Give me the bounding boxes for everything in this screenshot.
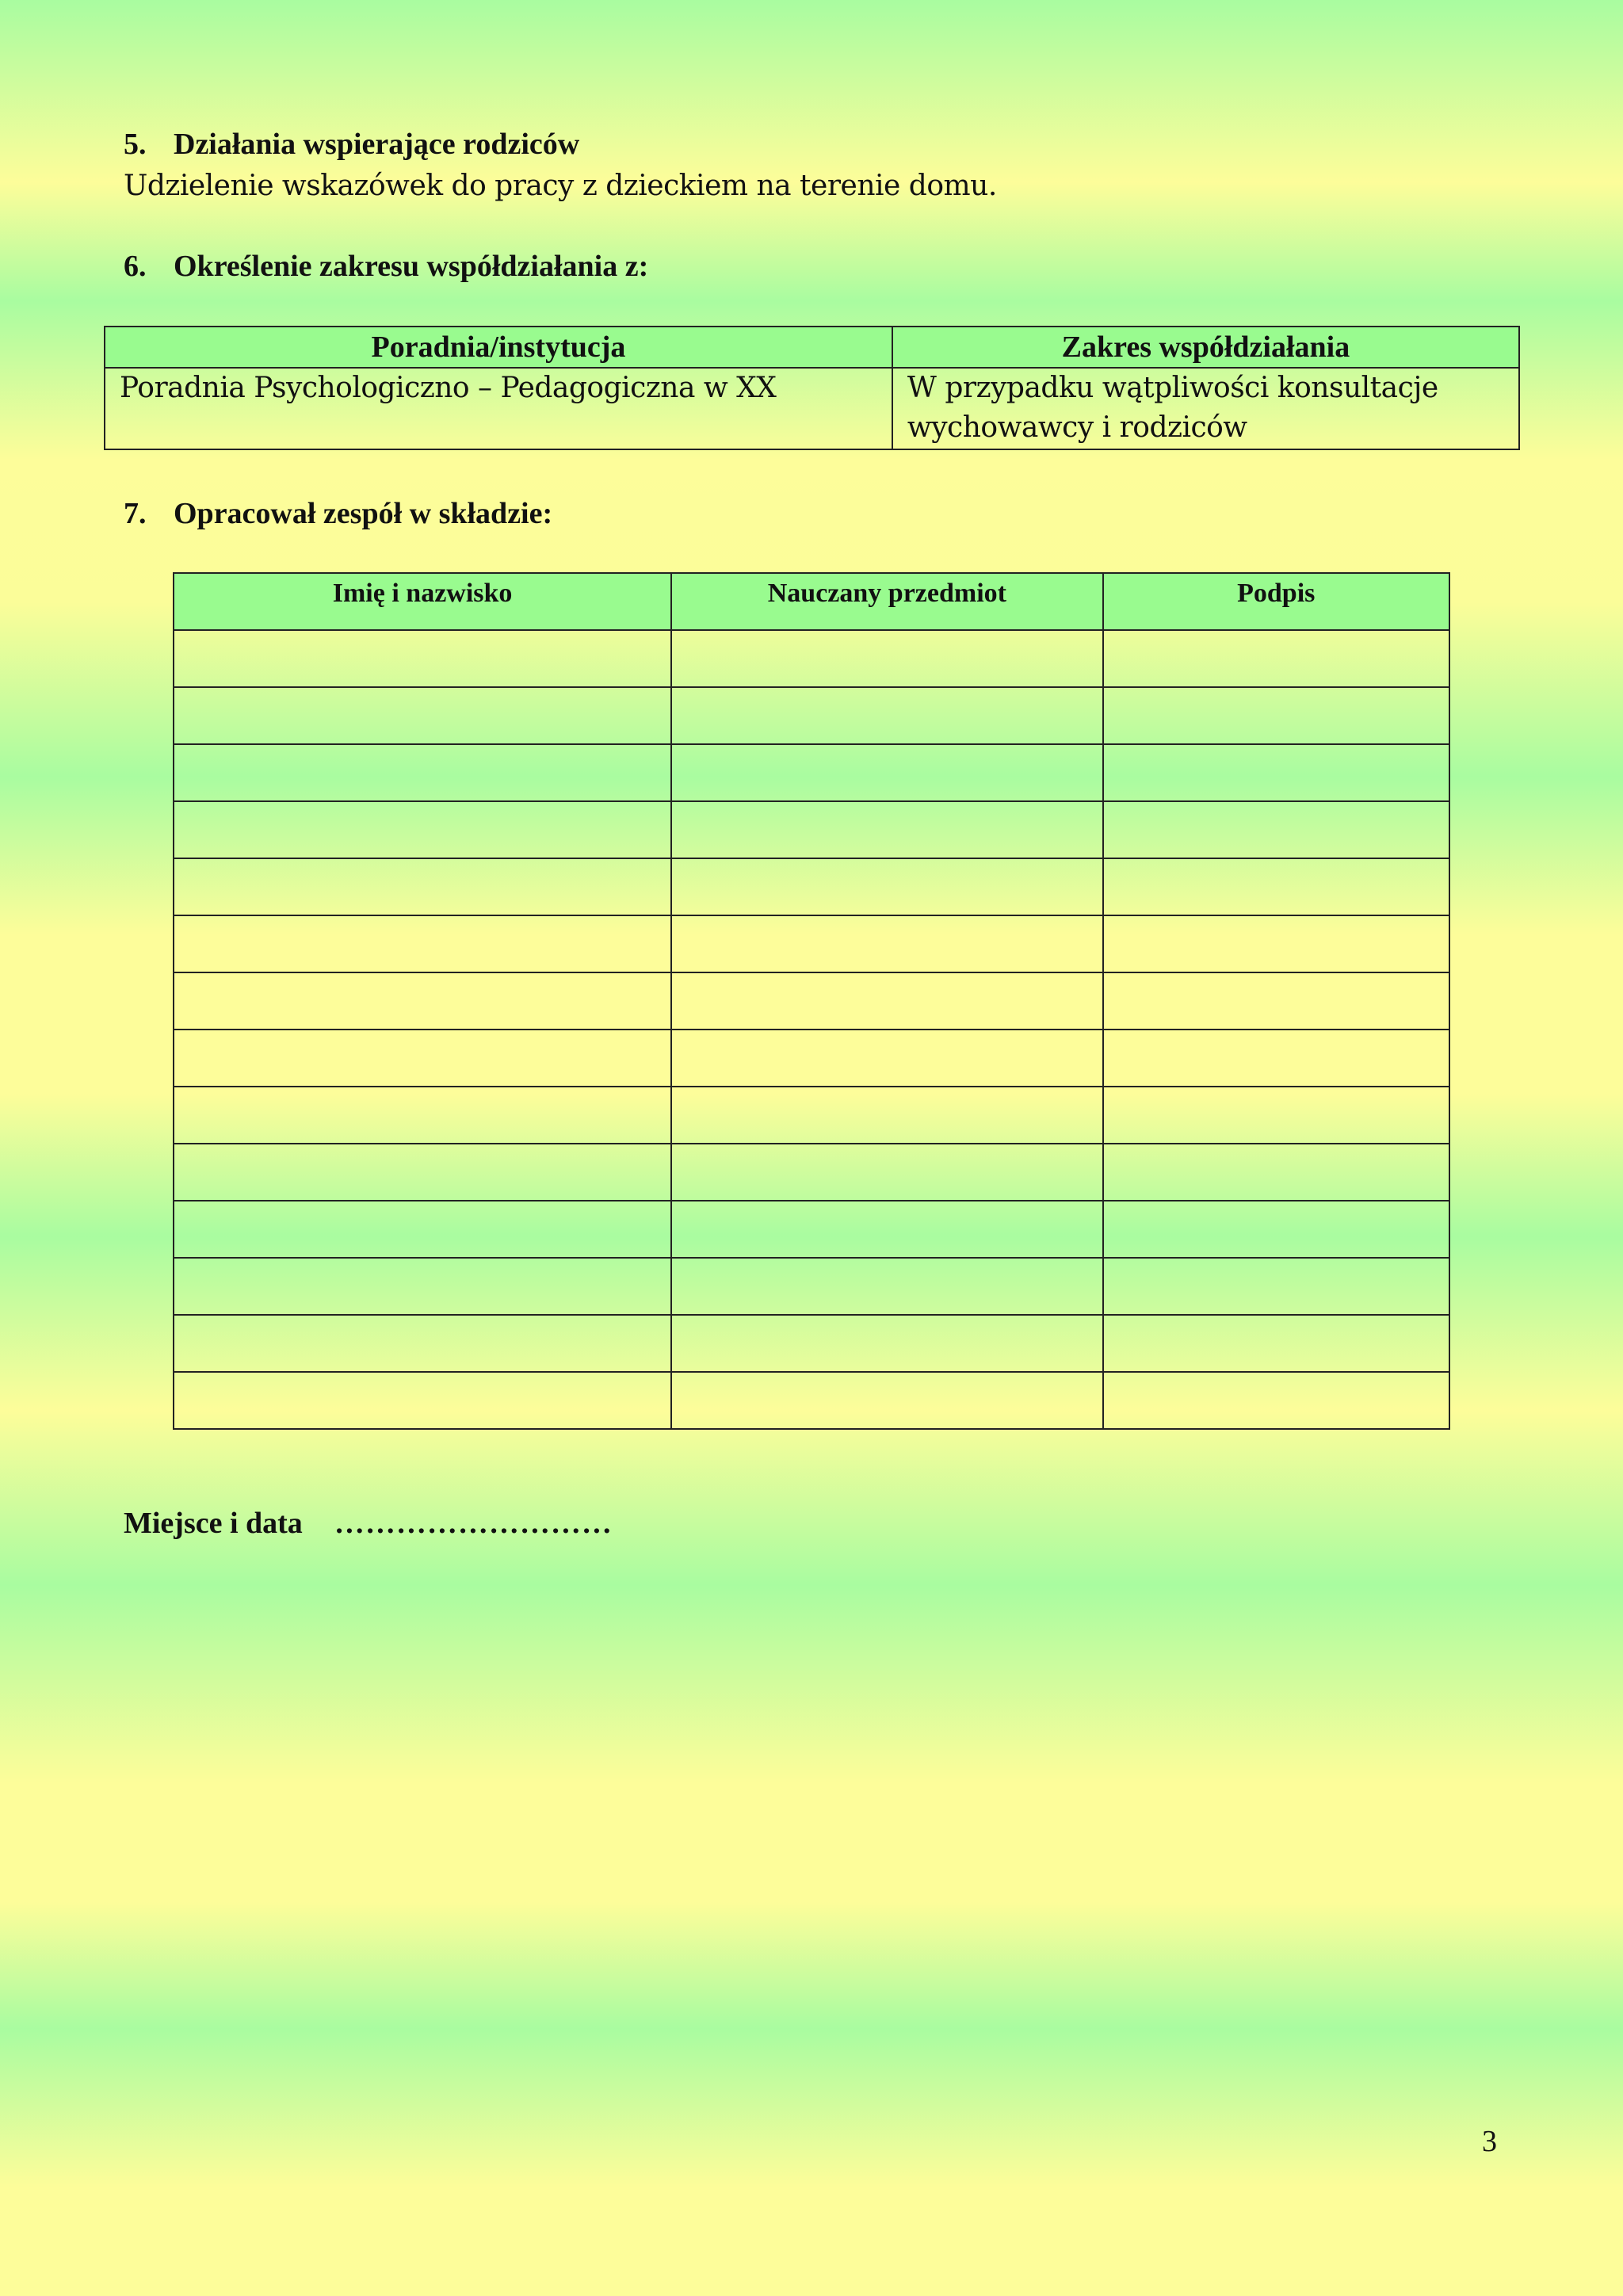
name-cell[interactable] [174,687,671,744]
table-row [174,1201,1449,1258]
signature-cell[interactable] [1103,630,1449,687]
table-row [105,368,1519,449]
column-header-institution: Poradnia/instytucja [105,327,892,368]
table-row [174,915,1449,972]
subject-cell[interactable] [671,915,1102,972]
section-5-heading [124,126,579,162]
section-5-text: Udzielenie wskazówek do pracy z dzieckiem na terenie domu. [124,170,997,202]
table-row [174,858,1449,915]
subject-cell[interactable] [671,972,1102,1030]
institution-cell: Poradnia Psychologiczno – Pedagogiczna w XX [105,368,892,449]
table-row [174,1372,1449,1429]
section-5-title: Działania wspierające rodziców [174,128,580,161]
section-7-heading [124,495,552,532]
signature-cell[interactable] [1103,1144,1449,1201]
signature-cell[interactable] [1103,972,1449,1030]
section-5-number: 5. [124,128,147,161]
table-row [174,1315,1449,1372]
signature-cell[interactable] [1103,801,1449,858]
scope-line: W przypadku wątpliwości konsultacje [907,372,1438,404]
name-cell[interactable] [174,972,671,1030]
table-row [174,801,1449,858]
place-and-date [124,1506,613,1541]
section-6-heading [124,248,648,285]
name-cell[interactable] [174,1201,671,1258]
table-header-row [105,327,1519,368]
table-row [174,744,1449,801]
subject-cell[interactable] [671,858,1102,915]
column-header-subject: Nauczany przedmiot [671,573,1102,630]
section-6-number: 6. [124,250,147,283]
name-cell[interactable] [174,858,671,915]
signature-cell[interactable] [1103,1315,1449,1372]
section-6-title: Określenie zakresu współdziałania z: [174,250,649,283]
table-row [174,1258,1449,1315]
name-cell[interactable] [174,915,671,972]
table-header-row [174,573,1449,630]
scope-line: wychowawcy i rodziców [907,411,1247,444]
name-cell[interactable] [174,1030,671,1087]
subject-cell[interactable] [671,1372,1102,1429]
signature-cell[interactable] [1103,1372,1449,1429]
subject-cell[interactable] [671,1030,1102,1087]
subject-cell[interactable] [671,1087,1102,1144]
column-header-scope: Zakres współdziałania [892,327,1519,368]
table-row [174,1030,1449,1087]
name-cell[interactable] [174,1372,671,1429]
signature-cell[interactable] [1103,915,1449,972]
team-table-body [174,630,1449,1429]
place-date-blank: ……………………… [334,1507,613,1540]
signature-cell[interactable] [1103,1087,1449,1144]
page-number: 3 [1482,2125,1497,2158]
signature-cell[interactable] [1103,1201,1449,1258]
signature-cell[interactable] [1103,858,1449,915]
section-7-number: 7. [124,497,147,530]
table-row [174,972,1449,1030]
signature-cell[interactable] [1103,687,1449,744]
cooperation-table [104,326,1520,450]
section-7-title: Opracował zespół w składzie: [174,497,553,530]
name-cell[interactable] [174,801,671,858]
name-cell[interactable] [174,1315,671,1372]
subject-cell[interactable] [671,687,1102,744]
name-cell[interactable] [174,1258,671,1315]
signature-cell[interactable] [1103,744,1449,801]
name-cell[interactable] [174,744,671,801]
signature-cell[interactable] [1103,1258,1449,1315]
table-row [174,1087,1449,1144]
subject-cell[interactable] [671,801,1102,858]
column-header-name: Imię i nazwisko [174,573,671,630]
team-table [173,572,1450,1430]
column-header-signature: Podpis [1103,573,1449,630]
table-row [174,687,1449,744]
subject-cell[interactable] [671,1201,1102,1258]
name-cell[interactable] [174,630,671,687]
place-date-label: Miejsce i data [124,1507,303,1540]
subject-cell[interactable] [671,744,1102,801]
signature-cell[interactable] [1103,1030,1449,1087]
subject-cell[interactable] [671,630,1102,687]
scope-cell [892,368,1519,449]
table-row [174,630,1449,687]
name-cell[interactable] [174,1087,671,1144]
subject-cell[interactable] [671,1144,1102,1201]
subject-cell[interactable] [671,1315,1102,1372]
name-cell[interactable] [174,1144,671,1201]
subject-cell[interactable] [671,1258,1102,1315]
table-row [174,1144,1449,1201]
